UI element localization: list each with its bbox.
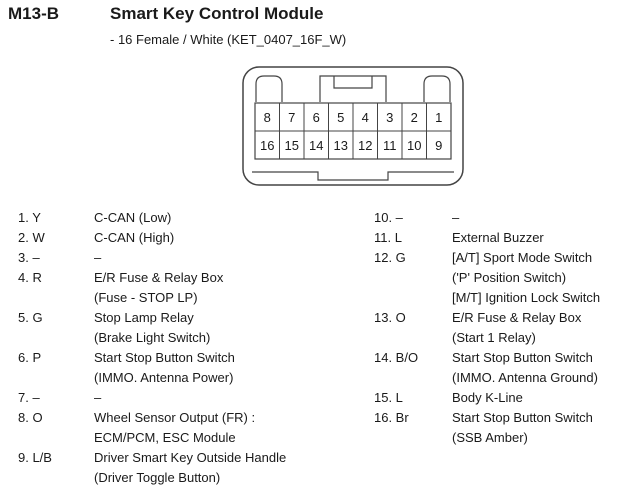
pin-entry: [18, 308, 286, 348]
pin-description-line: [A/T] Sport Mode Switch: [452, 250, 593, 265]
pin-description-line: Body K-Line: [452, 390, 523, 405]
pin-label: 11. L: [374, 230, 402, 245]
pin-entry: [374, 248, 600, 308]
pin-description: [452, 208, 459, 228]
pin-description-line: External Buzzer: [452, 230, 544, 245]
pin-entry: [374, 388, 600, 408]
pin-entry: [374, 228, 600, 248]
pin-number: 4: [361, 110, 369, 125]
pin-number: 15: [284, 138, 299, 153]
pin-label: 4. R: [18, 270, 42, 285]
pin-number: 7: [288, 110, 296, 125]
pin-description-line: Start Stop Button Switch: [452, 410, 593, 425]
pin-number: 10: [407, 138, 422, 153]
pin-description-line: –: [452, 210, 460, 225]
pin-number: 13: [333, 138, 348, 153]
pin-entry: [18, 228, 286, 248]
pin-description: [94, 208, 171, 228]
bottom-key: [252, 172, 454, 180]
pin-description: [452, 388, 523, 408]
pin-description-line: (IMMO. Antenna Power): [94, 370, 234, 385]
pin-description: [94, 248, 101, 268]
pin-description: [94, 448, 286, 488]
pin-entry: [18, 388, 286, 408]
pin-description-line: Wheel Sensor Output (FR) :: [94, 410, 256, 425]
pin-description-line: (IMMO. Antenna Ground): [452, 370, 598, 385]
pin-description-line: E/R Fuse & Relay Box: [452, 310, 582, 325]
pin-entry: [374, 348, 600, 388]
pin-number: 8: [263, 110, 271, 125]
pin-label: 14. B/O: [374, 350, 419, 365]
pin-label: 1. Y: [18, 210, 41, 225]
pin-description-line: Stop Lamp Relay: [94, 310, 194, 325]
pin-label: 8. O: [18, 410, 43, 425]
pin-entry: [18, 248, 286, 268]
pin-description-line: (Driver Toggle Button): [94, 470, 221, 485]
pin-list-right: [374, 208, 600, 448]
pin-entry: [18, 208, 286, 228]
pin-entry: [18, 348, 286, 388]
pin-number: 6: [312, 110, 320, 125]
pin-description: [452, 408, 593, 448]
connector-spec: - 16 Female / White (KET_0407_16F_W): [110, 32, 347, 47]
pin-number: 2: [410, 110, 418, 125]
pin-description-line: (Start 1 Relay): [452, 330, 536, 345]
pin-list-left: [18, 208, 286, 488]
pin-description-line: ECM/PCM, ESC Module: [94, 430, 236, 445]
pin-description-line: C-CAN (High): [94, 230, 175, 245]
pin-description: [94, 308, 210, 348]
pin-label: 2. W: [18, 230, 45, 245]
pin-description-line: [M/T] Ignition Lock Switch: [452, 290, 601, 305]
pin-entry: [18, 448, 286, 488]
pin-description-line: (Brake Light Switch): [94, 330, 211, 345]
pin-label: 10. –: [374, 210, 403, 225]
pin-description: [452, 348, 598, 388]
pin-description-line: (SSB Amber): [452, 430, 528, 445]
pin-label: 13. O: [374, 310, 406, 325]
pin-entry: [374, 208, 600, 228]
pin-number: 5: [337, 110, 345, 125]
pin-description: [94, 268, 223, 308]
connector-face-diagram: [238, 62, 468, 192]
pin-label: 15. L: [374, 390, 403, 405]
pin-description: [452, 308, 581, 348]
pin-number: 3: [386, 110, 394, 125]
pin-label: 9. L/B: [18, 450, 52, 465]
center-key: [320, 76, 386, 102]
pin-description-line: –: [94, 250, 102, 265]
pin-entry: [18, 268, 286, 308]
pin-description: [94, 348, 235, 388]
pin-number: 12: [358, 138, 373, 153]
pin-description-line: ('P' Position Switch): [452, 270, 567, 285]
pin-number: 14: [309, 138, 324, 153]
left-lock-tab: [256, 76, 282, 102]
pin-label: 3. –: [18, 250, 40, 265]
pin-number: 11: [383, 138, 397, 153]
pin-label: 12. G: [374, 250, 406, 265]
pin-description: [94, 408, 255, 448]
pin-description: [452, 248, 600, 308]
module-title: Smart Key Control Module: [110, 4, 324, 23]
pin-label: 6. P: [18, 350, 42, 365]
pin-entry: [18, 408, 286, 448]
pin-description-line: (Fuse - STOP LP): [94, 290, 198, 305]
pin-entry: [374, 408, 600, 448]
connector-code: M13-B: [8, 4, 60, 23]
pin-number: 9: [435, 138, 443, 153]
pin-label: 16. Br: [374, 410, 409, 425]
pin-description: [452, 228, 544, 248]
pin-description-line: –: [94, 390, 102, 405]
pin-description: [94, 228, 174, 248]
pin-entry: [374, 308, 600, 348]
pin-description-line: Driver Smart Key Outside Handle: [94, 450, 287, 465]
pin-description-line: Start Stop Button Switch: [452, 350, 593, 365]
pin-description-line: E/R Fuse & Relay Box: [94, 270, 224, 285]
pin-label: 7. –: [18, 390, 40, 405]
pin-description-line: C-CAN (Low): [94, 210, 172, 225]
pin-number: 1: [435, 110, 443, 125]
pin-number: 16: [260, 138, 275, 153]
pin-description-line: Start Stop Button Switch: [94, 350, 235, 365]
pin-description: [94, 388, 101, 408]
right-lock-tab: [424, 76, 450, 102]
pin-label: 5. G: [18, 310, 43, 325]
